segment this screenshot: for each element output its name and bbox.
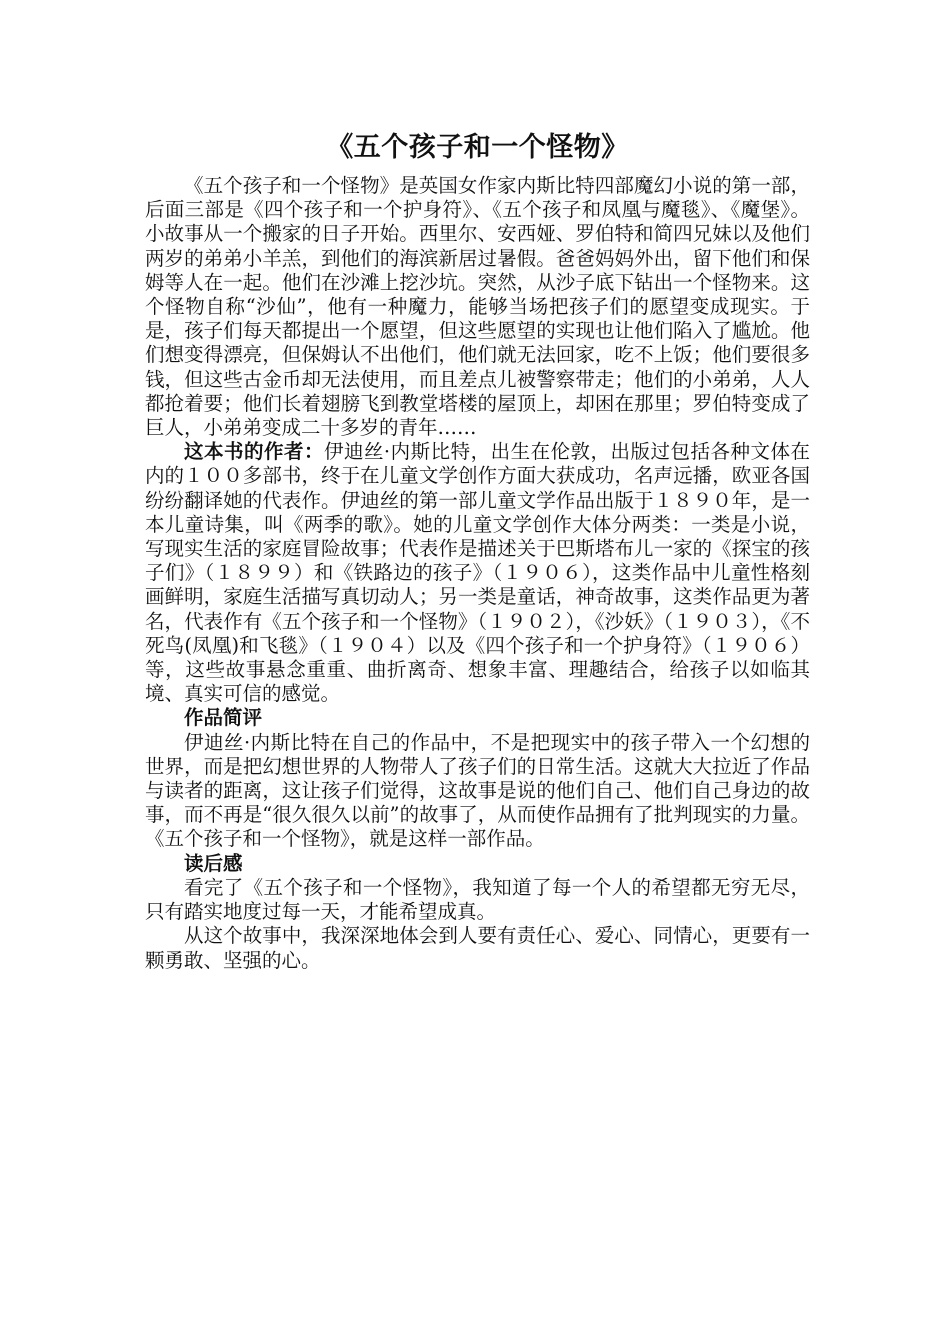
author-text: 伊迪丝·内斯比特，出生在伦敦，出版过包括各种文体在内的１００多部书，终于在儿童文学创作方面大获成功，名声远播，欧亚各国纷纷翻译她的代表作。伊迪丝的第一部儿童文学作品出版于１８９０年，是一本儿童诗集，叫《两季的歌》。她的儿童文学创作大体分两类：一类是小说，写现实生活的家庭冒险故事；代表作是描述关于巴斯塔布儿一家的《探宝的孩子们》（１８９９）和《铁路边的孩子》（１９０６），这类作品中儿童性格刻画鲜明，家庭生活描写真切动人；另一类是童话，神奇故事，这类作品更为著名，代表作有《五个孩子和一个怪物》（１９０２），《沙妖》（１９０３），《不死鸟(凤凰)和飞毯》（１９０４）以及《四个孩子和一个护身符》（１９０６）等，这些故事悬念重重、曲折离奇、想象丰富、理趣结合，给孩子以如临其境、真实可信的感觉。 [145,440,810,706]
reflection-paragraph-2: 从这个故事中，我深深地体会到人要有责任心、爱心、同情心，更要有一颗勇敢、坚强的心。 [145,924,810,972]
document-page [145,126,810,973]
reflection-heading: 读后感 [184,851,243,875]
author-label: 这本书的作者： [184,440,324,464]
review-heading: 作品简评 [184,706,263,730]
review-paragraph: 伊迪丝·内斯比特在自己的作品中，不是把现实中的孩子带入一个幻想的世界，而是把幻想世界的人物带人了孩子们的日常生活。这就大大拉近了作品与读者的距离，这让孩子们觉得，这故事是说的他们自己、他们自己身边的故事，而不再是“很久很久以前”的故事了，从而使作品拥有了批判现实的力量。《五个孩子和一个怪物》，就是这样一部作品。 [145,730,810,851]
intro-paragraph: 《五个孩子和一个怪物》是英国女作家内斯比特四部魔幻小说的第一部，后面三部是《四个孩子和一个护身符》、《五个孩子和凤凰与魔毯》、《魔堡》。小故事从一个搬家的日子开始。西里尔、安西娅、罗伯特和简四兄妹以及他们两岁的弟弟小羊羔，到他们的海滨新居过暑假。爸爸妈妈外出，留下他们和保姆等人在一起。他们在沙滩上挖沙坑。突然，从沙子底下钻出一个怪物来。这个怪物自称“沙仙”，他有一种魔力，能够当场把孩子们的愿望变成现实。于是，孩子们每天都提出一个愿望，但这些愿望的实现也让他们陷入了尴尬。他们想变得漂亮，但保姆认不出他们，他们就无法回家，吃不上饭；他们要很多钱，但这些古金币却无法使用，而且差点儿被警察带走；他们的小弟弟，人人都抢着要；他们长着翅膀飞到教堂塔楼的屋顶上，却困在那里；罗伯特变成了巨人，小弟弟变成二十多岁的青年…… [145,174,810,440]
reflection-paragraph-1: 看完了《五个孩子和一个怪物》，我知道了每一个人的希望都无穷无尽，只有踏实地度过每一天，才能希望成真。 [145,875,810,924]
document-title: 《五个孩子和一个怪物》 [326,132,629,163]
author-paragraph [145,440,810,706]
